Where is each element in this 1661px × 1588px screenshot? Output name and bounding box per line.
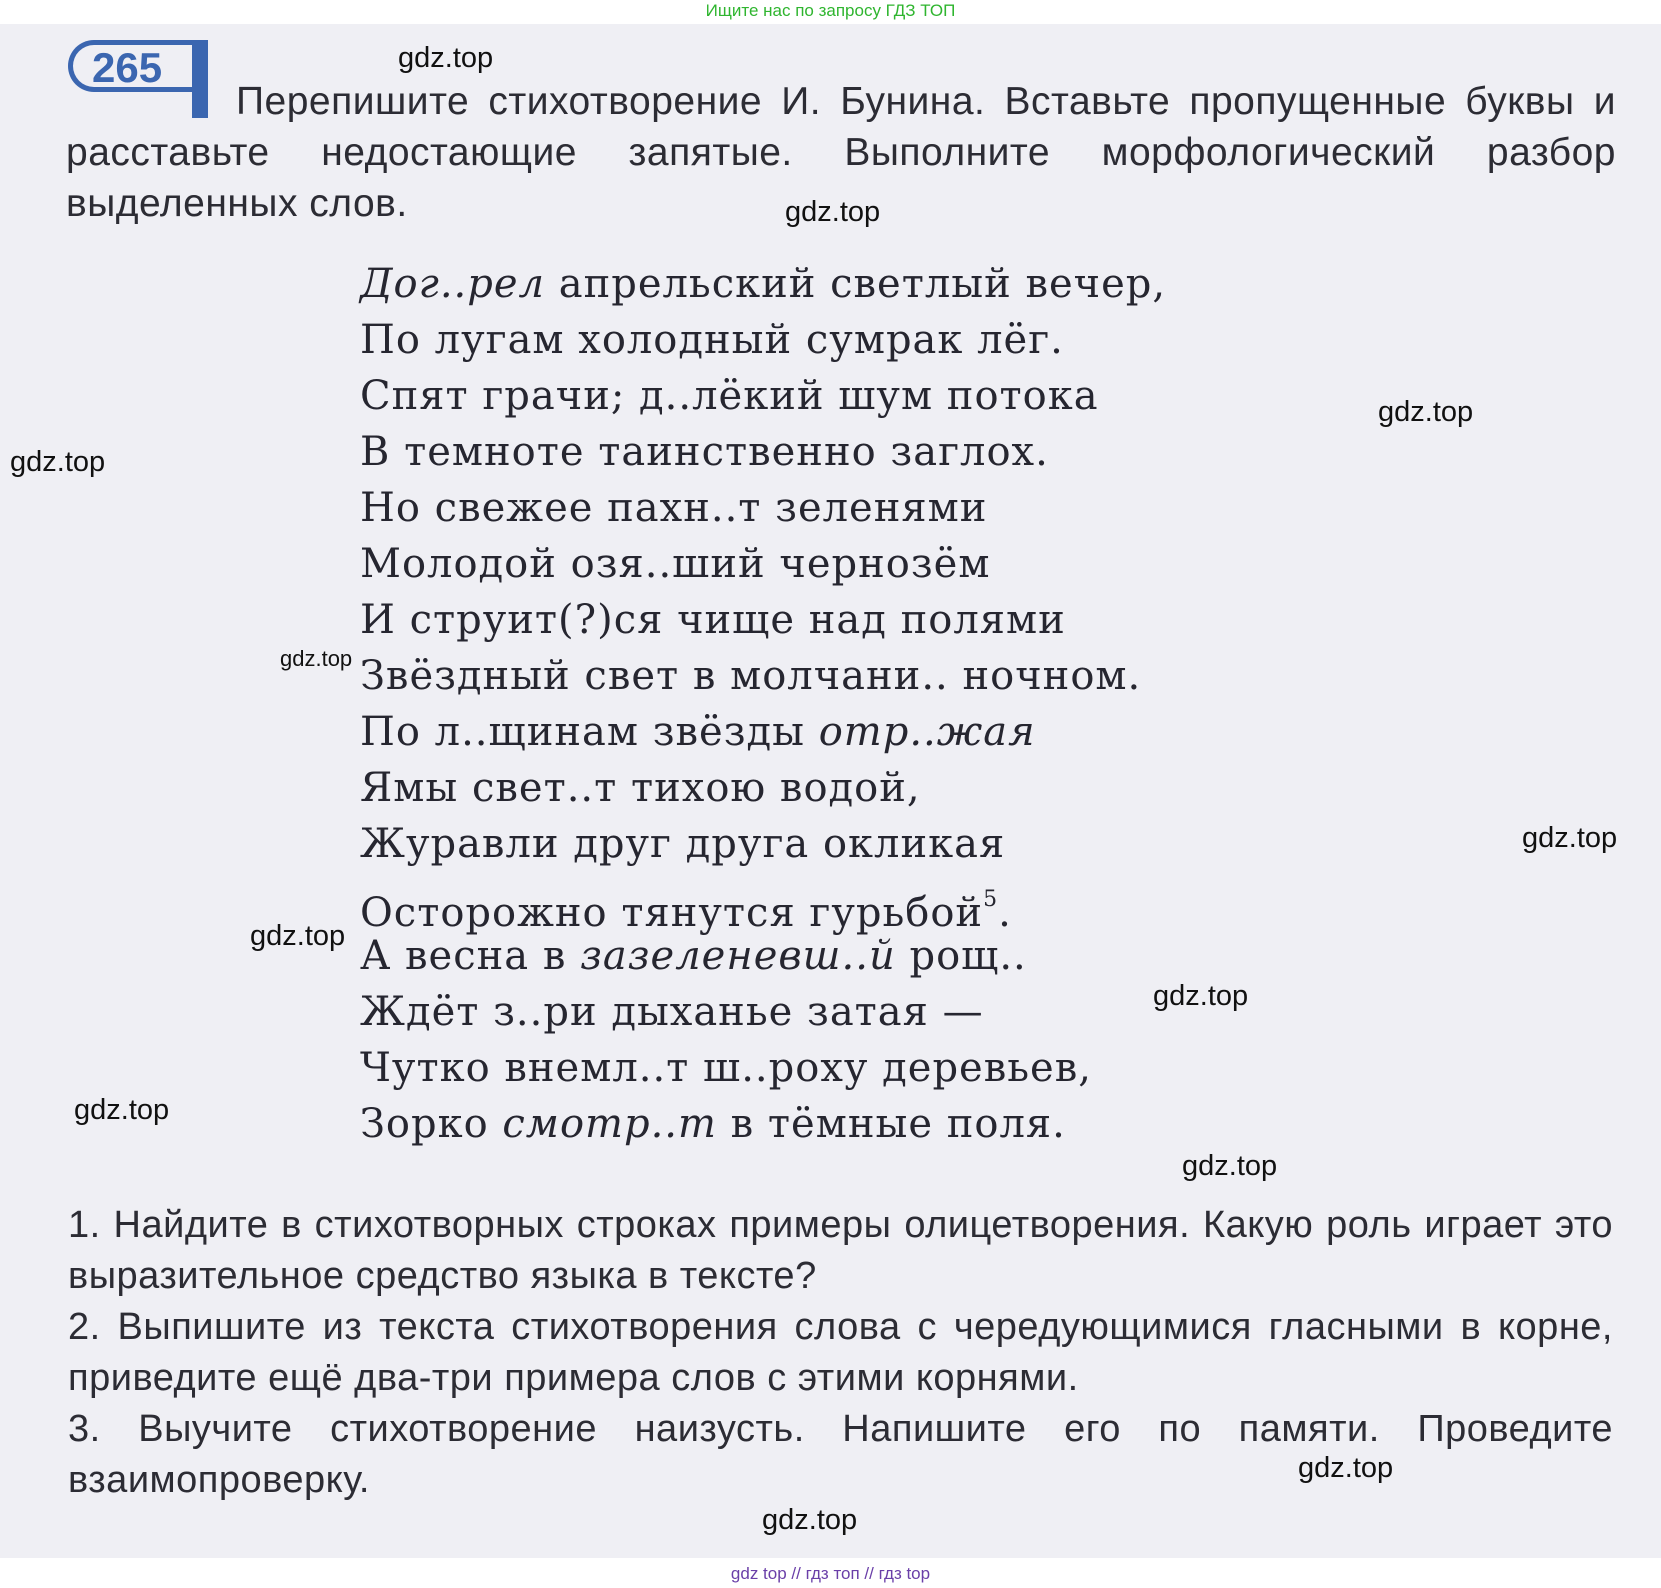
poem-line: В темноте таинственно заглох.: [360, 429, 1049, 475]
watermark: gdz.top: [10, 446, 106, 478]
watermark: gdz.top: [1153, 980, 1249, 1012]
poem-line: Спят грачи; д..лёкий шум потока: [360, 373, 1099, 419]
poem-line: По лугам холодный сумрак лёг.: [360, 317, 1064, 363]
question-2: 2. Выпишите из текста стихотворения слова с чередующимися гласными в корне, приведите ещё два-три примера слов с этими корнями.: [68, 1306, 1613, 1399]
watermark: gdz.top: [250, 920, 346, 952]
watermark: gdz.top: [1182, 1150, 1278, 1182]
poem-line: По л..щинам звёзды отр..жая: [360, 709, 1036, 755]
poem-line: Чутко внемл..т ш..роху деревьев,: [360, 1045, 1092, 1091]
poem-line: Журавли друг друга окликая: [360, 821, 1006, 867]
watermark: gdz.top: [74, 1094, 170, 1126]
poem-line: Зорко смотр..т в тёмные поля.: [360, 1101, 1066, 1147]
highlighted-word: Дог..рел: [360, 261, 545, 307]
poem-line: Молодой озя..ший чернозём: [360, 541, 991, 587]
highlighted-word: отр..жая: [818, 709, 1036, 755]
exercise-number: 265: [92, 44, 163, 91]
poem-line: А весна в зазеленевш..й рощ..: [360, 933, 1027, 979]
task-instruction: Перепишите стихотворение И. Бунина. Вставьте пропущенные буквы и расставьте недостающие запятые. Выполните морфологический разбор выделенных слов.: [66, 80, 1616, 225]
poem-line: Осторожно тянутся гурьбой$^5$.: [360, 887, 1012, 936]
bottom-banner: gdz top // гдз топ // гдз top: [730, 1564, 931, 1583]
watermark: gdz.top: [785, 196, 881, 228]
poem: [360, 256, 1360, 1152]
watermark: gdz.top: [280, 646, 353, 671]
poem-line: Ждёт з..ри дыханье затая —: [360, 989, 984, 1035]
poem-line: И струит(?)ся чище над полями: [360, 597, 1066, 643]
question-3: 3. Выучите стихотворение наизусть. Напишите его по памяти. Проведите взаимопроверку.: [68, 1408, 1613, 1501]
watermark: gdz.top: [1522, 822, 1618, 854]
watermark: gdz.top: [398, 42, 494, 74]
watermark: gdz.top: [762, 1504, 858, 1536]
poem-line: Звёздный свет в молчани.. ночном.: [360, 653, 1142, 699]
poem-line: Ямы свет..т тихою водой,: [360, 765, 921, 811]
highlighted-word: зазеленевш..й: [580, 933, 896, 979]
poem-line: Дог..рел апрельский светлый вечер,: [360, 261, 1167, 307]
watermark: gdz.top: [1298, 1452, 1394, 1484]
watermark: gdz.top: [1378, 396, 1474, 428]
highlighted-word: смотр..т: [502, 1101, 717, 1147]
question-1: 1. Найдите в стихотворных строках примеры олицетворения. Какую роль играет это выразительное средство языка в тексте?: [68, 1204, 1613, 1297]
poem-line: Но свежее пахн..т зеленями: [360, 485, 988, 531]
top-banner: Ищите нас по запросу ГДЗ ТОП: [705, 1, 956, 20]
footnote-marker: 5: [983, 887, 999, 912]
